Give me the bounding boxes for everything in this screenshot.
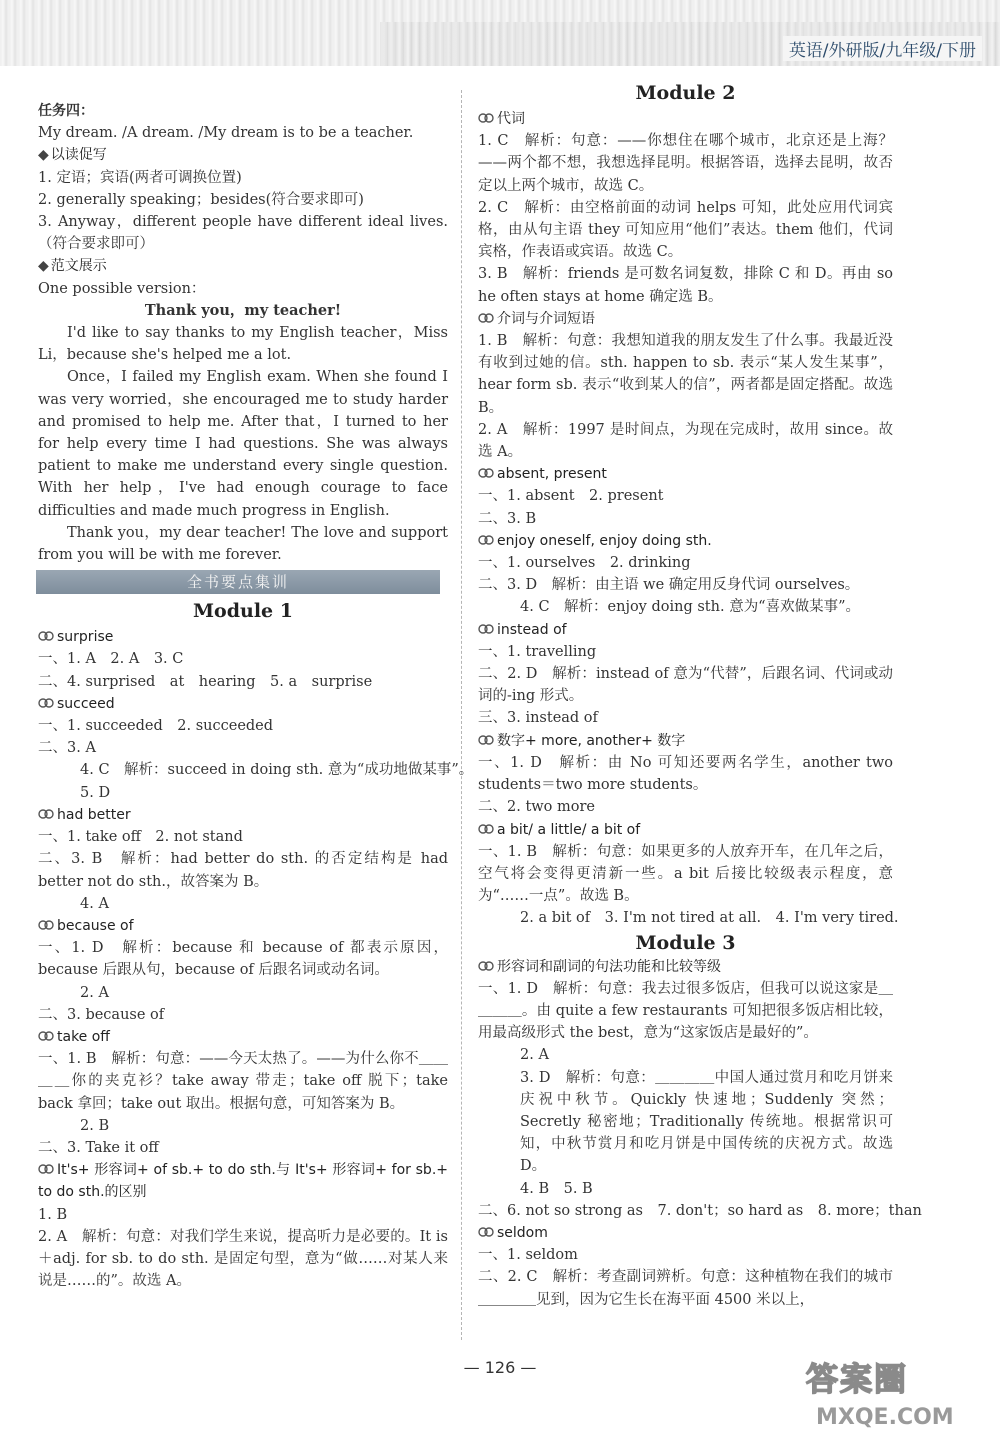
column-divider [461, 90, 462, 1340]
topic-pronoun: 代词 [478, 108, 893, 130]
topic-absent-present: absent, present [478, 463, 893, 485]
page-number: — 126 — [463, 1358, 537, 1377]
preposition-answer-2: 2. A 解析：1997 是时间点，为现在完成时，故用 since。故选 A。 [478, 421, 893, 461]
topic-instead-of: instead of [478, 619, 893, 641]
pronoun-answer-2: 2. C 解析：由空格前面的动词 helps 可知，此处应用代词宾格，由从句主语 they 可知应用“他们”表达。them 他们，代词宾格，作表语或宾语。故选 C。 [478, 199, 893, 261]
topic-a-bit: a bit/ a little/ a bit of [478, 819, 893, 841]
left-column [38, 100, 474, 1292]
adj-adv-answer-2: 2. A [520, 1047, 549, 1064]
book-title: 英语/外研版/九年级/下册 [783, 36, 982, 61]
topic-surprise: surprise [38, 626, 448, 648]
clip-icon [38, 1162, 54, 1176]
watermark-url-text: MXQE.COM [816, 1405, 954, 1430]
clip-icon [38, 696, 54, 710]
succeed-answer-4: 5. D [80, 784, 111, 801]
watermark-logo [786, 1354, 986, 1434]
clip-icon [38, 918, 54, 932]
section-banner: 全书要点集训 [36, 570, 440, 594]
topic-because-of: because of [38, 915, 448, 937]
clip-icon [38, 1029, 54, 1043]
had-better-answer-2: 二、3. B 解析：had better do sth. 的否定结构是 had better not do sth.，故答案为 B。 [38, 851, 448, 890]
instead-answer-1: 一、1. travelling [478, 643, 597, 660]
absent-answer-1: 一、1. absent 2. present [478, 488, 664, 505]
topic-number-more: 数字+ more, another+ 数字 [478, 730, 893, 752]
pronoun-answer-1: 1. C 解析：句意：——你想住在哪个城市，北京还是上海？——两个都不想，我想选择昆明。根据答语，选择去昆明，故否定以上两个城市，故选 C。 [478, 133, 893, 194]
clip-icon [478, 111, 494, 125]
adj-adv-answer-3: 3. D 解析：句意：＿＿＿＿中国人通过赏月和吃月饼来庆祝中秋节。Quickly 快速地；Suddenly 突然；Secretly 秘密地；Traditionally 传统地。根据常识可知，中秋节赏月和吃月饼是中国传统的庆祝方式。故选 D。 [520, 1069, 893, 1175]
essay-paragraph-1: I'd like to say thanks to my English teacher，Miss Li，because she's helped me a lot. [38, 325, 448, 364]
clip-icon [38, 807, 54, 821]
essay-heading: Thank you，my teacher! [144, 301, 342, 319]
topic-its-adj: It's+ 形容词+ of sb.+ to do sth.与 It's+ 形容词+ for sb.+ to do sth.的区别 [38, 1162, 448, 1201]
surprise-answer-1: 一、1. A 2. A 3. C [38, 651, 184, 668]
instead-answer-2: 二、2. D 解析：instead of 意为“代替”，后跟名词、代词或动词的-ing 形式。 [478, 666, 893, 705]
clip-icon [478, 311, 494, 325]
because-of-answer-3: 二、3. because of [38, 1006, 165, 1023]
reading-answer-3: 3. Anyway，different people have different ideal lives.（符合要求即可） [38, 214, 448, 253]
adj-adv-answer-4: 4. B 5. B [520, 1180, 593, 1197]
essay-section: ◆ 范文展示 [38, 258, 107, 275]
reading-section: ◆ 以读促写 [38, 147, 107, 164]
diamond-icon: ◆ [38, 147, 49, 164]
absent-answer-2: 二、3. B [478, 510, 537, 527]
enjoy-answer-1: 一、1. ourselves 2. drinking [478, 555, 691, 572]
a-bit-answer-1: 一、1. B 解析：句意：如果更多的人放弃开车，在几年之后，空气将会变得更清新一些。a bit 后接比较级表示程度，意为“……一点”。故选 B。 [478, 843, 893, 905]
clip-icon [478, 622, 494, 636]
clip-icon [478, 1225, 494, 1239]
number-more-answer-2: 二、2. two more [478, 799, 596, 816]
right-column [478, 78, 922, 1311]
its-adj-answer-1: 1. B [38, 1206, 68, 1223]
clip-icon [478, 466, 494, 480]
task4-answer: My dream. /A dream. /My dream is to be a teacher. [38, 125, 414, 142]
because-of-answer-2: 2. A [80, 984, 109, 1001]
pronoun-answer-3: 3. B 解析：friends 是可数名词复数，排除 C 和 D。再由 so he often stays at home 确定选 B。 [478, 266, 893, 305]
module-1-title: Module 1 [193, 600, 293, 623]
clip-icon [38, 629, 54, 643]
essay-paragraph-2: Once，I failed my English exam. When she found I was very worried，she encouraged me to study harder and promised to help me. After that，I turned to her for help every time I had questions. She was always patient to make me understand every single question. With her help，I've had enough courage to face difficulties and made much progress in English. [38, 369, 448, 519]
diamond-icon: ◆ [38, 258, 49, 275]
topic-had-better: had better [38, 804, 448, 826]
take-off-answer-3: 二、3. Take it off [38, 1139, 159, 1156]
surprise-answer-2: 二、4. surprised at hearing 5. a surprise [38, 673, 373, 690]
enjoy-answer-3: 4. C 解析：enjoy doing sth. 意为“喜欢做某事”。 [520, 599, 861, 616]
topic-succeed: succeed [38, 693, 448, 715]
reading-answer-2: 2. generally speaking；besides(符合要求即可) [38, 191, 364, 208]
topic-take-off: take off [38, 1026, 448, 1048]
seldom-answer-1: 一、1. seldom [478, 1247, 578, 1264]
enjoy-answer-2: 二、3. D 解析：由主语 we 确定用反身代词 ourselves。 [478, 577, 860, 594]
task4-title: 任务四： [38, 103, 94, 119]
because-of-answer-1: 一、1. D 解析：because 和 because of 都表示原因，because 后跟从句，because of 后跟名词或动名词。 [38, 940, 448, 979]
clip-icon [478, 733, 494, 747]
instead-answer-3: 三、3. instead of [478, 710, 598, 727]
topic-enjoy: enjoy oneself, enjoy doing sth. [478, 530, 893, 552]
topic-preposition: 介词与介词短语 [478, 308, 893, 330]
module-2-title: Module 2 [635, 82, 736, 104]
essay-paragraph-3: Thank you，my dear teacher! The love and support from you will be with me forever. [38, 524, 448, 564]
adj-adv-answer-5: 二、6. not so strong as 7. don't；so hard as 8. more；than [478, 1202, 922, 1219]
had-better-answer-1: 一、1. take off 2. not stand [38, 829, 243, 846]
module-3-title: Module 3 [635, 931, 736, 954]
reading-answer-1: 1. 定语；宾语(两者可调换位置) [38, 169, 242, 186]
take-off-answer-1: 一、1. B 解析：句意：——今天太热了。——为什么你不＿＿＿＿你的夹克衫？take away 带走；take off 脱下；take back 拿回；take out 取出。根据句意，可知答案为 B。 [38, 1051, 448, 1112]
its-adj-answer-2: 2. A 解析：句意：对我们学生来说，提高听力是必要的。It is ＋adj. for sb. to do sth. 是固定句型，意为“做……对某人来说是……的”。故选 A。 [38, 1228, 448, 1290]
clip-icon [478, 533, 494, 547]
watermark-cn-text: 答案圈 [806, 1360, 909, 1398]
clip-icon [478, 959, 494, 973]
adj-adv-answer-1: 一、1. D 解析：句意：我去过很多饭店，但我可以说这家是＿＿＿＿。由 quite a few restaurants 可知把很多饭店相比较，用最高级形式 the best，意为“这家饭店是最好的”。 [478, 980, 893, 1042]
essay-intro: One possible version： [38, 280, 206, 297]
succeed-answer-3: 4. C 解析：succeed in doing sth. 意为“成功地做某事”。 [80, 762, 474, 779]
topic-adj-adv: 形容词和副词的句法功能和比较等级 [478, 956, 893, 978]
number-more-answer-1: 一、1. D 解析：由 No 可知还要两名学生，another two students＝two more students。 [478, 754, 893, 794]
succeed-answer-2: 二、3. A [38, 740, 96, 757]
had-better-answer-3: 4. A [80, 895, 109, 912]
take-off-answer-2: 2. B [80, 1117, 110, 1134]
succeed-answer-1: 一、1. succeeded 2. succeeded [38, 718, 274, 735]
seldom-answer-2: 二、2. C 解析：考查副词辨析。句意：这种植物在我们的城市＿＿＿＿见到，因为它生长在海平面 4500 米以上， [478, 1269, 893, 1308]
clip-icon [478, 822, 494, 836]
preposition-answer-1: 1. B 解析：句意：我想知道我的朋友发生了什么事。我最近没有收到过她的信。sth. happen to sb. 表示“某人发生某事”，hear form sb. 表示“收到某人的信”，两者都是固定搭配。故选 B。 [478, 333, 893, 416]
a-bit-answer-2: 2. a bit of 3. I'm not tired at all. 4. I'm very tired. [520, 910, 899, 927]
topic-seldom: seldom [478, 1222, 893, 1244]
